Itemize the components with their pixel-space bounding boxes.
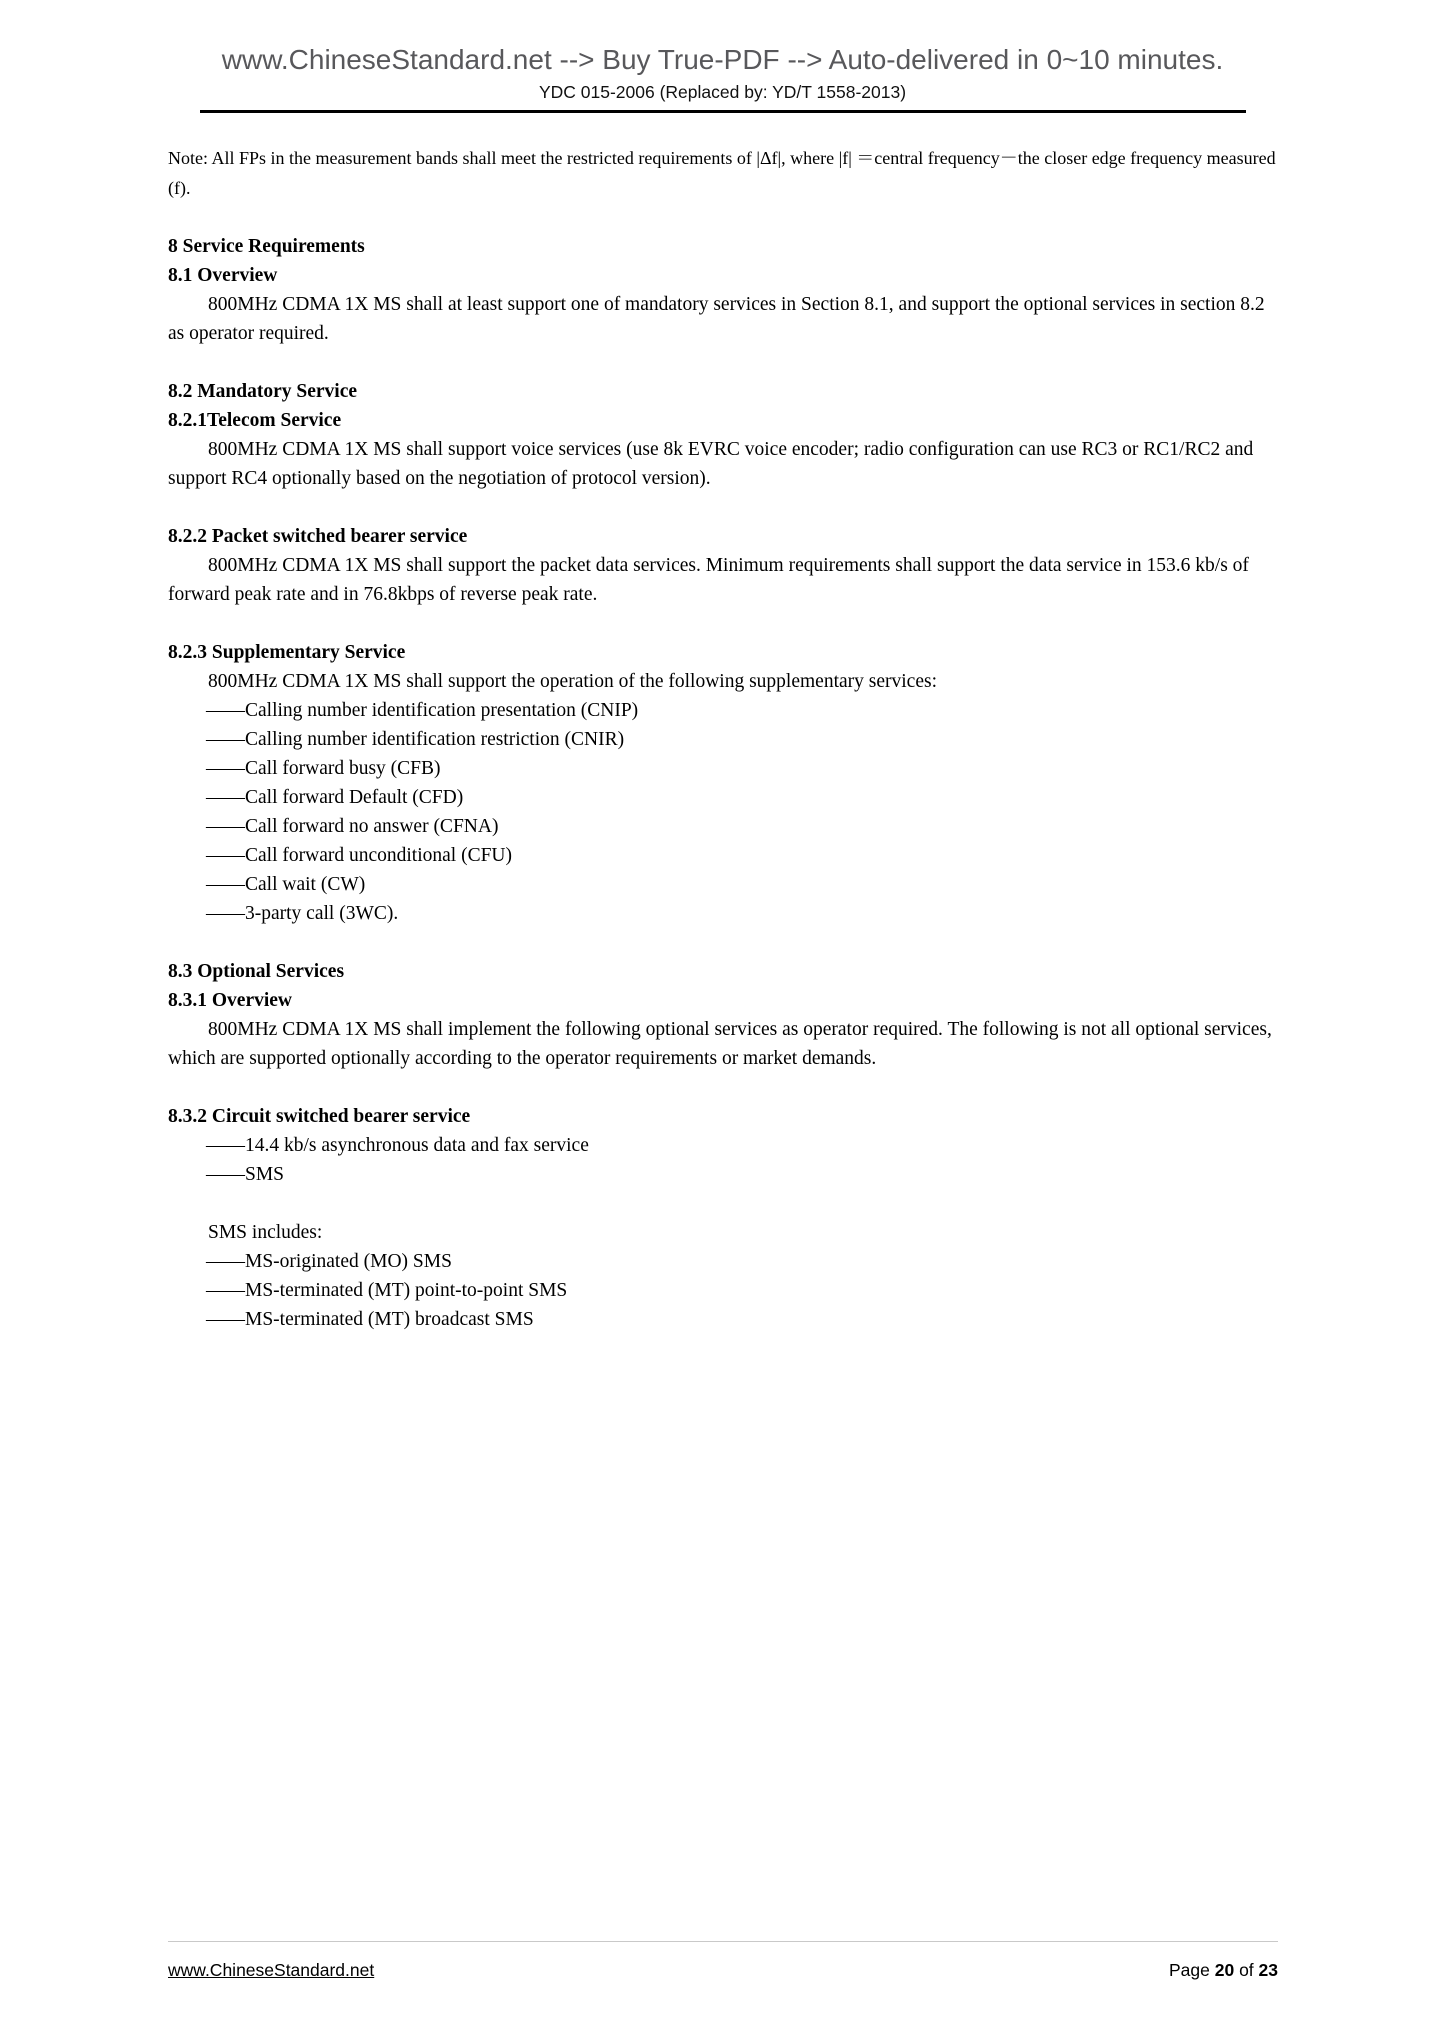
paragraph-8-2-3: 800MHz CDMA 1X MS shall support the operation of the following supplementary services: bbox=[208, 671, 937, 692]
page-number: 20 bbox=[1214, 1960, 1235, 1980]
list-item: ——Calling number identification presentation (CNIP) bbox=[206, 700, 639, 721]
section-8-2-2 bbox=[168, 522, 1277, 609]
list-item: ——Call forward unconditional (CFU) bbox=[206, 845, 512, 866]
paragraph-8-1: 800MHz CDMA 1X MS shall at least support one of mandatory services in Section 8.1, and support the optional services in section 8.2 as operator required. bbox=[168, 294, 1265, 344]
section-8-2 bbox=[168, 377, 1277, 493]
section-8-3-2 bbox=[168, 1102, 1277, 1189]
total-pages: 23 bbox=[1258, 1960, 1278, 1980]
paragraph-8-3-1: 800MHz CDMA 1X MS shall implement the following optional services as operator required. The following is not all optional services, which are supported optionally according to the operator requirements or market demands. bbox=[168, 1019, 1272, 1069]
section-8 bbox=[168, 232, 1277, 348]
of-word: of bbox=[1234, 1960, 1259, 1980]
paragraph-8-2-2: 800MHz CDMA 1X MS shall support the packet data services. Minimum requirements shall support the data service in 153.6 kb/s of forward peak rate and in 76.8kbps of reverse peak rate. bbox=[168, 555, 1249, 605]
heading-8-2-1-telecom-service: 8.2.1Telecom Service bbox=[168, 410, 342, 431]
header-divider bbox=[200, 110, 1246, 113]
sms-includes-block bbox=[168, 1218, 1277, 1334]
list-item: ——Call forward Default (CFD) bbox=[206, 787, 464, 808]
paragraph-8-2-1: 800MHz CDMA 1X MS shall support voice services (use 8k EVRC voice encoder; radio configuration can use RC3 or RC1/RC2 and support RC4 optionally based on the negotiation of protocol version). bbox=[168, 439, 1254, 489]
doc-reference: YDC 015-2006 (Replaced by: YD/T 1558-2013) bbox=[538, 82, 907, 102]
section-8-2-3 bbox=[168, 638, 1277, 928]
site-banner: www.ChineseStandard.net --> Buy True-PDF --> Auto-delivered in 0~10 minutes. bbox=[221, 44, 1224, 75]
list-item: ——Calling number identification restriction (CNIR) bbox=[206, 729, 625, 750]
page-footer bbox=[168, 1941, 1278, 1981]
page-word: Page bbox=[1169, 1960, 1215, 1980]
sms-includes-lead: SMS includes: bbox=[208, 1222, 323, 1243]
heading-8-3-1-overview: 8.3.1 Overview bbox=[168, 990, 293, 1011]
page-indicator bbox=[1169, 1960, 1278, 1981]
list-item: ——MS-terminated (MT) point-to-point SMS bbox=[206, 1280, 568, 1301]
heading-8-1-overview: 8.1 Overview bbox=[168, 265, 278, 286]
list-item: ——MS-originated (MO) SMS bbox=[206, 1251, 452, 1272]
list-item: ——Call forward no answer (CFNA) bbox=[206, 816, 499, 837]
section-8-3 bbox=[168, 957, 1277, 1073]
page-header bbox=[0, 0, 1445, 113]
list-item: ——SMS bbox=[206, 1164, 285, 1185]
note-paragraph: Note: All FPs in the measurement bands shall meet the restricted requirements of |Δf|, where |f| ＝central frequency－the closer edge frequency measured (f). bbox=[168, 148, 1276, 198]
list-item: ——Call wait (CW) bbox=[206, 874, 366, 895]
heading-8-service-requirements: 8 Service Requirements bbox=[168, 236, 365, 257]
heading-8-2-mandatory-service: 8.2 Mandatory Service bbox=[168, 381, 358, 402]
heading-8-3-2-circuit-switched: 8.3.2 Circuit switched bearer service bbox=[168, 1106, 471, 1127]
document-content bbox=[168, 143, 1277, 1334]
list-item: ——14.4 kb/s asynchronous data and fax service bbox=[206, 1135, 589, 1156]
heading-8-2-3-supplementary-service: 8.2.3 Supplementary Service bbox=[168, 642, 406, 663]
heading-8-2-2-packet-switched: 8.2.2 Packet switched bearer service bbox=[168, 526, 468, 547]
list-item: ——3-party call (3WC). bbox=[206, 903, 399, 924]
list-item: ——MS-terminated (MT) broadcast SMS bbox=[206, 1309, 534, 1330]
heading-8-3-optional-services: 8.3 Optional Services bbox=[168, 961, 345, 982]
list-item: ——Call forward busy (CFB) bbox=[206, 758, 441, 779]
footer-link[interactable]: www.ChineseStandard.net bbox=[168, 1960, 375, 1980]
